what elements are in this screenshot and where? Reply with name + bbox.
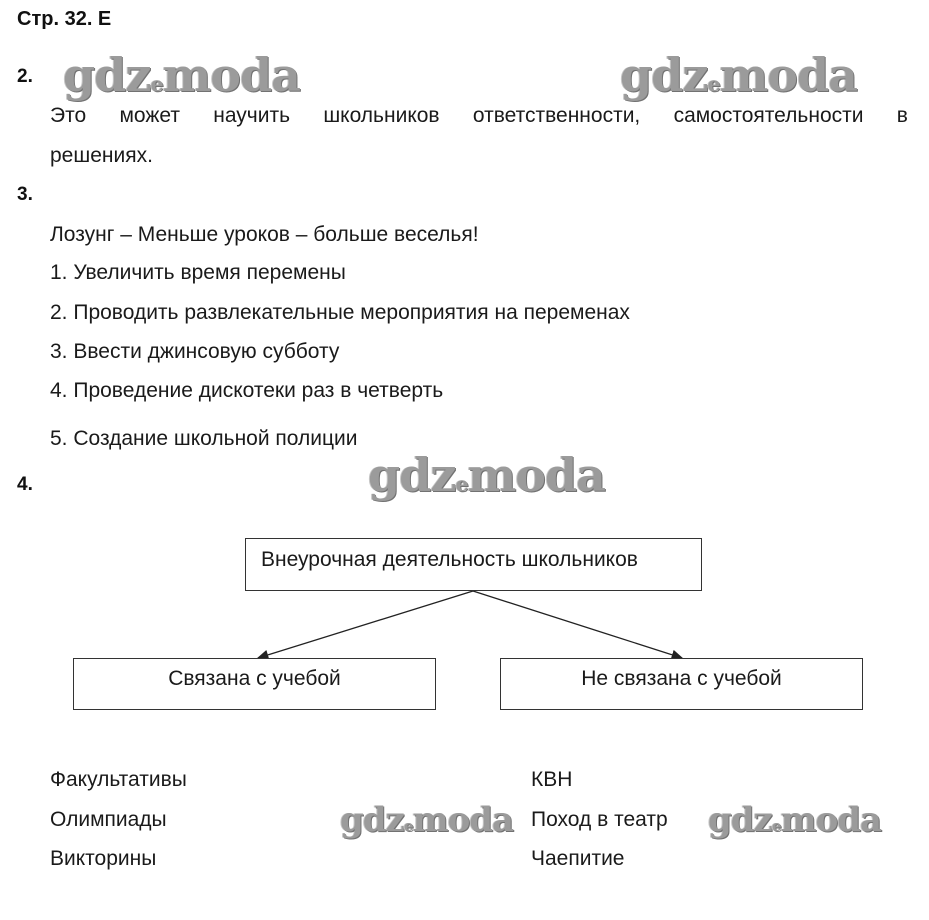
watermark-logo: gdzemoda — [340, 800, 514, 840]
task-2-word: самостоятельности — [673, 104, 864, 127]
diagram-right-box — [500, 658, 863, 710]
watermark-logo: gdzemoda — [368, 448, 605, 502]
task-3-item: 5. Создание школьной полиции — [50, 427, 358, 450]
page-title: Стр. 32. Е — [17, 8, 112, 30]
diagram-right-label: Не связана с учебой — [581, 667, 782, 690]
task-3-item: 2. Проводить развлекательные мероприятия на переменах — [50, 301, 630, 324]
left-list-item: Олимпиады — [50, 808, 167, 831]
task-3-number: 3. — [17, 184, 33, 205]
task-2-word: в — [896, 104, 908, 127]
task-2-line-2: решениях. — [50, 144, 153, 167]
diagram-left-box — [73, 658, 436, 710]
task-3-item: 4. Проведение дискотеки раз в четверть — [50, 379, 444, 402]
task-2-word: научить — [213, 104, 291, 127]
left-list-item: Факультативы — [50, 768, 187, 791]
watermark-logo: gdzemoda — [708, 800, 882, 840]
watermark-logo: gdzemoda — [63, 48, 300, 102]
right-list-item: Чаепитие — [531, 847, 625, 870]
task-4-number: 4. — [17, 474, 33, 495]
left-list-item: Викторины — [50, 847, 157, 870]
task-2-word: может — [119, 104, 180, 127]
task-2-number: 2. — [17, 66, 33, 87]
task-3-slogan: Лозунг – Меньше уроков – больше веселья! — [50, 223, 479, 246]
task-2-word: ответственности, — [472, 104, 641, 127]
arrow-left — [258, 591, 473, 658]
diagram-root-box — [245, 538, 702, 591]
task-2-word: школьников — [323, 104, 440, 127]
arrow-right — [473, 591, 682, 658]
right-list-item: КВН — [531, 768, 573, 791]
task-3-item: 1. Увеличить время перемены — [50, 261, 346, 284]
diagram-left-label: Связана с учебой — [168, 667, 341, 690]
diagram-root-label: Внеурочная деятельность школьников — [261, 548, 638, 571]
task-3-item: 3. Ввести джинсовую субботу — [50, 340, 340, 363]
task-2-word: Это — [50, 104, 87, 127]
right-list-item: Поход в театр — [531, 808, 668, 831]
watermark-logo: gdzemoda — [620, 48, 857, 102]
